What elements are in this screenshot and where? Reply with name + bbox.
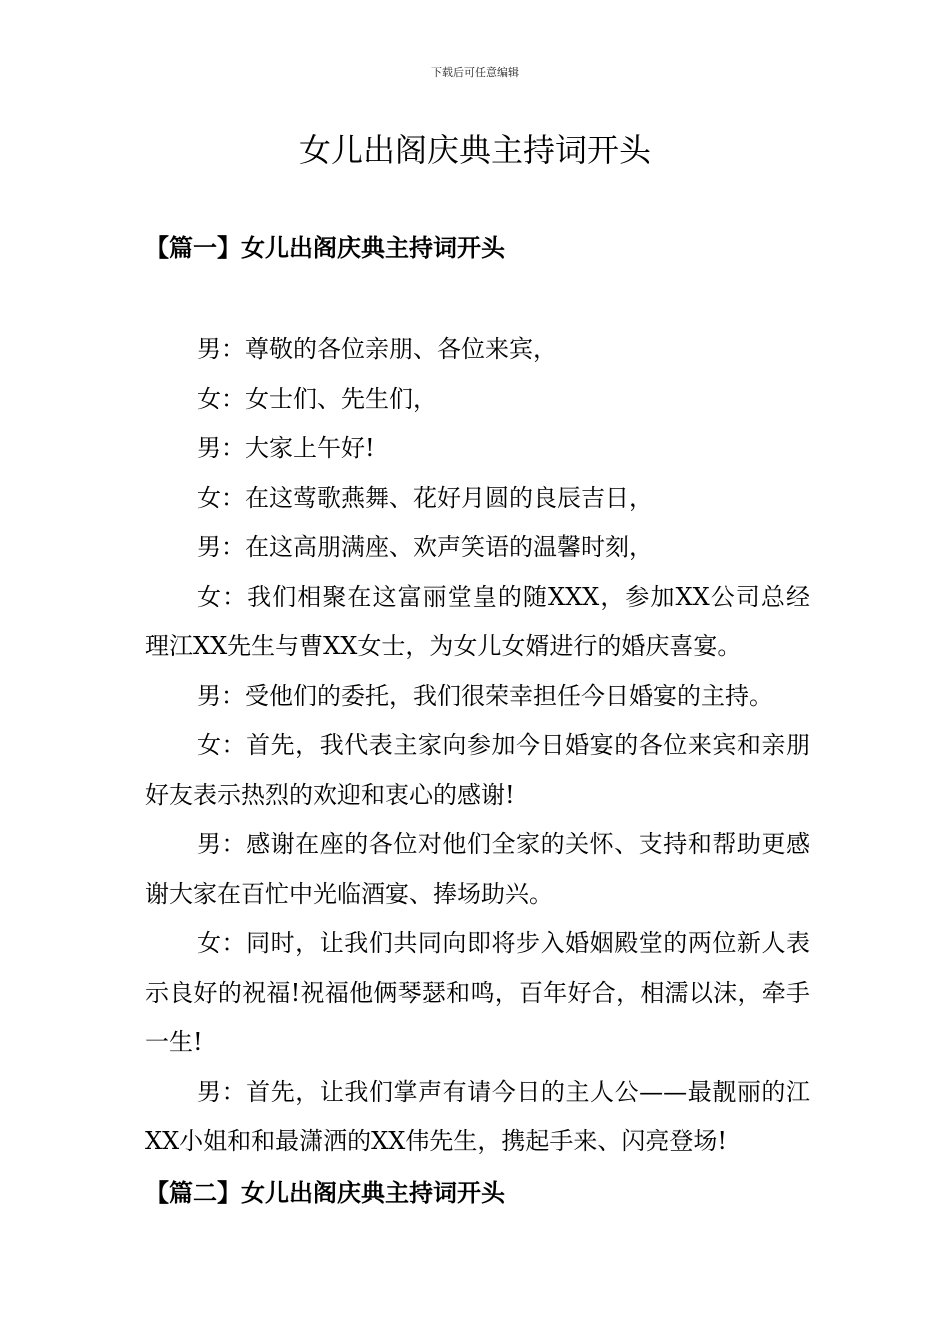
paragraph: 女：女士们、先生们， [197, 384, 437, 413]
section-heading-1: 【篇一】女儿出阁庆典主持词开头 [145, 233, 505, 262]
body-text [145, 325, 810, 1167]
paragraph: 男：在这高朋满座、欢声笑语的温馨时刻， [197, 533, 653, 561]
paragraph: 男：首先，让我们掌声有请今日的主人公——最靓丽的江XX小姐和和最潇洒的XX伟先生，携起手来、闪亮登场! [145, 1077, 810, 1155]
paragraph: 男：受他们的委托，我们很荣幸担任今日婚宴的主持。 [197, 681, 773, 710]
document-title: 女儿出阁庆典主持词开头 [298, 131, 651, 169]
section-heading-2: 【篇二】女儿出阁庆典主持词开头 [145, 1178, 505, 1207]
paragraph: 男：大家上午好! [197, 434, 375, 462]
paragraph: 女：在这莺歌燕舞、花好月圆的良辰吉日， [197, 483, 653, 512]
paragraph: 男：尊敬的各位亲朋、各位来宾， [197, 335, 557, 363]
paragraph: 女：我们相聚在这富丽堂皇的随XXX，参加XX公司总经理江XX先生与曹XX女士，为女儿女婿进行的婚庆喜宴。 [145, 582, 810, 660]
paragraph: 男：感谢在座的各位对他们全家的关怀、支持和帮助更感谢大家在百忙中光临酒宴、捧场助兴。 [145, 830, 810, 908]
paragraph: 女：同时，让我们共同向即将步入婚姻殿堂的两位新人表示良好的祝福!祝福他俩琴瑟和鸣，百年好合，相濡以沫，牵手一生! [145, 929, 810, 1056]
header-note: 下载后可任意编辑 [431, 66, 519, 79]
paragraph: 女：首先，我代表主家向参加今日婚宴的各位来宾和亲朋好友表示热烈的欢迎和衷心的感谢! [145, 731, 810, 809]
